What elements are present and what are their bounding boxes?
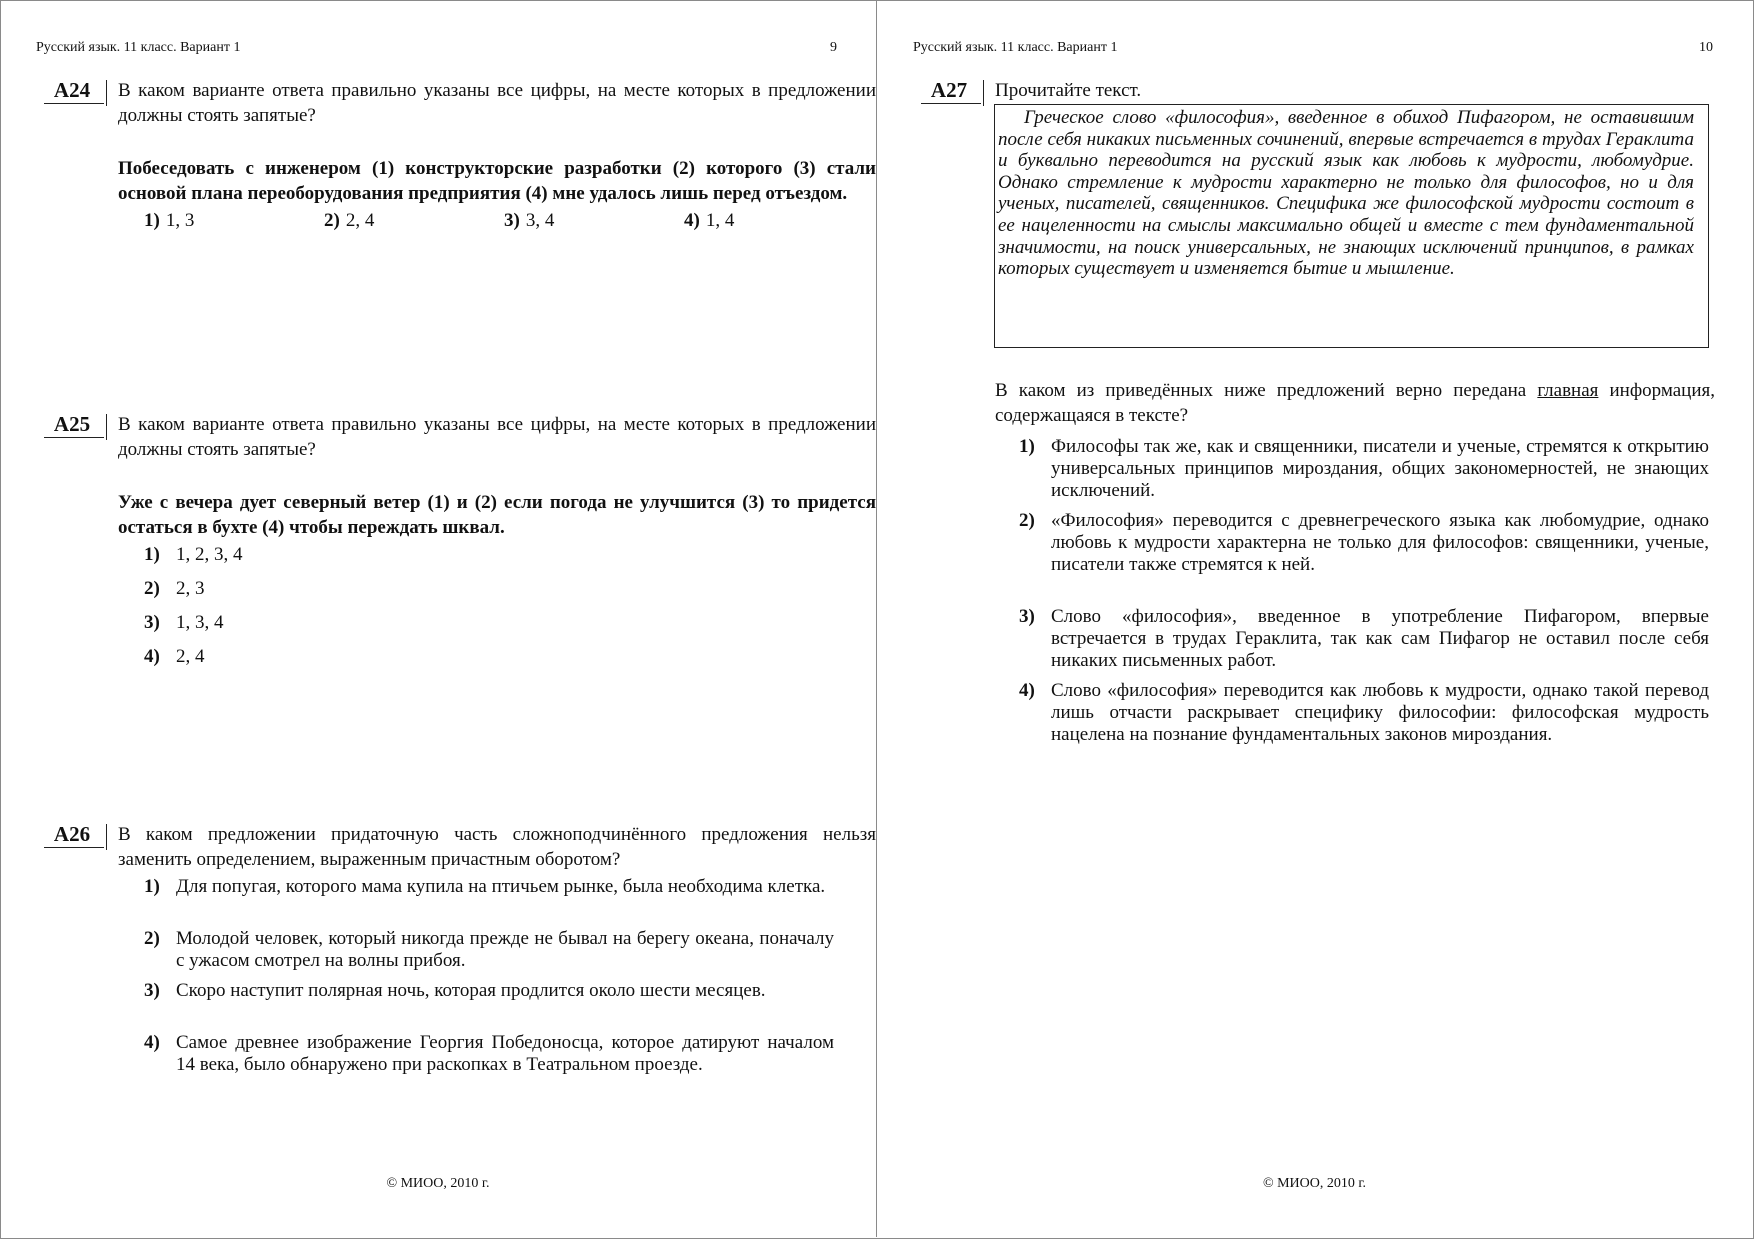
task-a24-option-3[interactable]: 3) 3, 4: [504, 210, 555, 231]
task-a25-option-2[interactable]: 2) 2, 3: [144, 578, 205, 599]
left-page-number: 9: [830, 40, 837, 55]
task-a27-id: А27: [917, 78, 981, 102]
task-a24-option-1[interactable]: 1) 1, 3: [144, 210, 195, 231]
left-header-title: Русский язык. 11 класс. Вариант 1: [36, 40, 241, 55]
task-a25-option-4[interactable]: 4) 2, 4: [144, 646, 205, 667]
task-a24-options: [144, 210, 876, 236]
task-a27-options: [1019, 436, 1715, 776]
task-a27-divider: [983, 80, 984, 106]
task-a27-passage: Греческое слово «философия», введенное в обиход Пифагором, не оставившим после себя никаких письменных сочинений, впервые встречается в трудах Гераклита и буквально переводится на русский язык как любовь к мудрости, любомудрие. Однако стремление к мудрости характерно не только для философов, но и для ученых, писателей, священников. Специфика же философской мудрости состоит в ее нацеленности на смыслы максимально общей и вместе с тем фундаментальной значимости, на поиск универсальных, не знающих исключений принципов, в рамках которых существует и изменяется бытие и мышление.: [998, 107, 1694, 280]
task-a26-divider: [106, 824, 107, 850]
task-a27-prompt: Прочитайте текст.: [995, 80, 1142, 101]
task-a25-divider: [106, 414, 107, 440]
right-header-title: Русский язык. 11 класс. Вариант 1: [913, 40, 1118, 55]
task-a26-option-4[interactable]: 4) Самое древнее изображение Георгия Победоносца, которое датируют началом 14 века, было обнаружено при раскопках в Театральном проезде.: [144, 1032, 834, 1075]
task-a25-option-3[interactable]: 3) 1, 3, 4: [144, 612, 224, 633]
task-a25-option-1[interactable]: 1) 1, 2, 3, 4: [144, 544, 243, 565]
task-a27-passage-box: [994, 104, 1709, 348]
task-a27-question: В каком из приведённых ниже предложений верно передана главная информация, содержащаяся в тексте?: [995, 380, 1716, 426]
task-a27-option-2[interactable]: 2) «Философия» переводится с древнегреческого языка как любомудрие, однако любовь к мудрости характерна не только для философов: священники, ученые, писатели также стремятся к ней.: [1019, 510, 1709, 575]
task-a27-option-3[interactable]: 3) Слово «философия», введенное в употребление Пифагором, впервые встречается в трудах Гераклита, так как сам Пифагор не оставил после себя никаких письменных работ.: [1019, 606, 1709, 671]
task-a26-id: А26: [40, 822, 104, 846]
right-page-number: 10: [1699, 40, 1713, 55]
task-a24-divider: [106, 80, 107, 106]
task-a27-option-4[interactable]: 4) Слово «философия» переводится как любовь к мудрости, однако такой перевод лишь отчасти раскрывает специфику философии: философская мудрость нацелена на познание фундаментальных законов мироздания.: [1019, 680, 1709, 745]
task-a24-id: А24: [40, 78, 104, 102]
left-footer: © МИОО, 2010 г.: [386, 1176, 490, 1191]
task-a26-option-3[interactable]: 3) Скоро наступит полярная ночь, которая продлится около шести месяцев.: [144, 980, 766, 1001]
task-a26-options: [144, 876, 874, 1106]
task-a25-sentence: Уже с вечера дует северный ветер (1) и (2) если погода не улучшится (3) то придется остаться в бухте (4) чтобы переждать шквал.: [118, 492, 876, 538]
task-a26-option-1[interactable]: 1) Для попугая, которого мама купила на птичьем рынке, была необходима клетка.: [144, 876, 826, 897]
task-a25-id: А25: [40, 412, 104, 436]
task-a26-option-2[interactable]: 2) Молодой человек, который никогда прежде не бывал на берегу океана, поначалу с ужасом смотрел на волны прибоя.: [144, 928, 834, 971]
task-a24-sentence: Побеседовать с инженером (1) конструкторские разработки (2) которого (3) стали основой плана переоборудования предприятия (4) мне удалось лишь перед отъездом.: [118, 158, 876, 204]
task-a24-option-4[interactable]: 4) 1, 4: [684, 210, 735, 231]
left-page: [0, 0, 876, 1237]
task-a27-question-block: [995, 378, 1715, 776]
task-a27-option-1[interactable]: 1) Философы так же, как и священники, писатели и ученые, стремятся к открытию универсальных принципов мироздания, общих закономерностей, не знающих исключений.: [1019, 436, 1709, 501]
task-a24-option-2[interactable]: 2) 2, 4: [324, 210, 375, 231]
task-a27-question-underlined: главная: [1537, 380, 1599, 401]
right-footer: © МИОО, 2010 г.: [1262, 1176, 1367, 1191]
right-page: [876, 0, 1752, 1237]
task-a26-question: В каком предложении придаточную часть сложноподчинённого предложения нельзя заменить определением, выраженным причастным оборотом?: [118, 824, 876, 870]
task-a25-options: [144, 544, 876, 680]
task-a24-question: В каком варианте ответа правильно указаны все цифры, на месте которых в предложении должны стоять запятые?: [118, 80, 876, 126]
task-a25-question: В каком варианте ответа правильно указаны все цифры, на месте которых в предложении должны стоять запятые?: [118, 414, 876, 460]
